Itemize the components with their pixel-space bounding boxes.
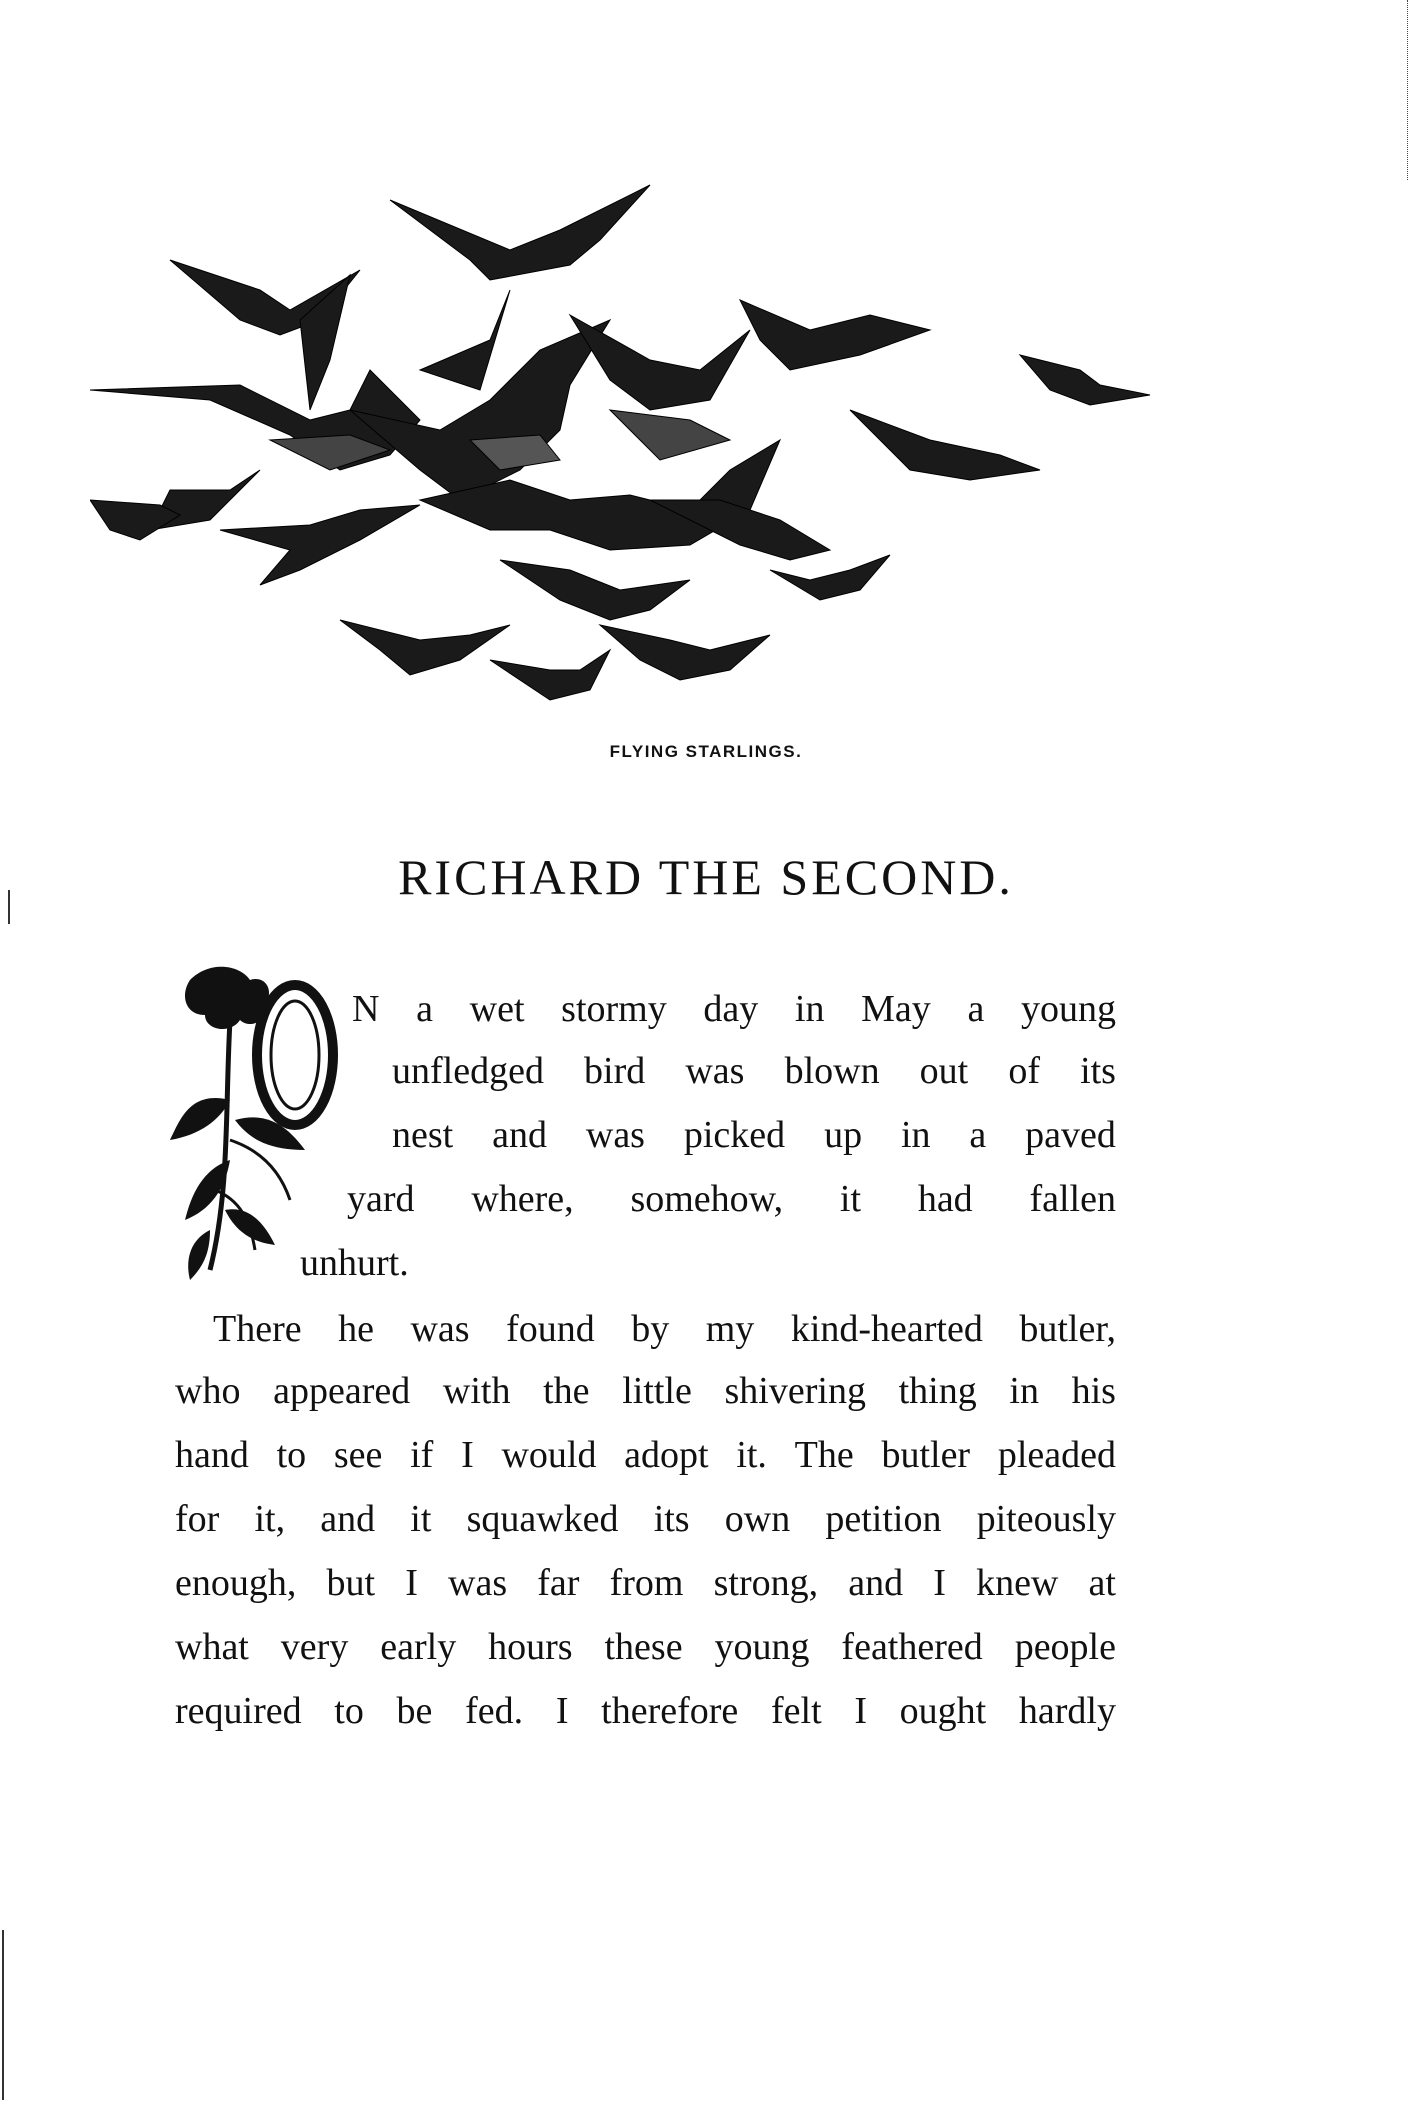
decorative-drop-cap bbox=[170, 960, 360, 1280]
paragraph-2-line-7: required to be fed. I therefore felt I ought hardly bbox=[175, 1690, 1116, 1732]
paragraph-1-line-4: yard where, somehow, it had fallen bbox=[347, 1178, 1116, 1220]
paragraph-2-line-5: enough, but I was far from strong, and I knew at bbox=[175, 1562, 1116, 1604]
paragraph-2-line-6: what very early hours these young feathered people bbox=[175, 1626, 1116, 1668]
paragraph-2-line-2: who appeared with the little shivering thing in his bbox=[175, 1370, 1116, 1412]
flying-starlings-illustration bbox=[90, 170, 1210, 710]
page-edge-line-left bbox=[2, 1930, 6, 2100]
paragraph-1-line-2: unfledged bird was blown out of its bbox=[392, 1050, 1116, 1092]
illustration-caption: FLYING STARLINGS. bbox=[609, 742, 803, 761]
paragraph-1-line-3: nest and was picked up in a paved bbox=[392, 1114, 1116, 1156]
paragraph-1-line-1: N a wet stormy day in May a young bbox=[352, 988, 1116, 1030]
paragraph-1-line-5: unhurt. bbox=[300, 1242, 409, 1284]
paragraph-2-line-3: hand to see if I would adopt it. The butler pleaded bbox=[175, 1434, 1116, 1476]
paragraph-2-line-1: There he was found by my kind-hearted butler, bbox=[213, 1308, 1116, 1350]
chapter-title: RICHARD THE SECOND. bbox=[398, 849, 1014, 905]
page-edge-line bbox=[1406, 0, 1408, 180]
paragraph-2-line-4: for it, and it squawked its own petition piteously bbox=[175, 1498, 1116, 1540]
